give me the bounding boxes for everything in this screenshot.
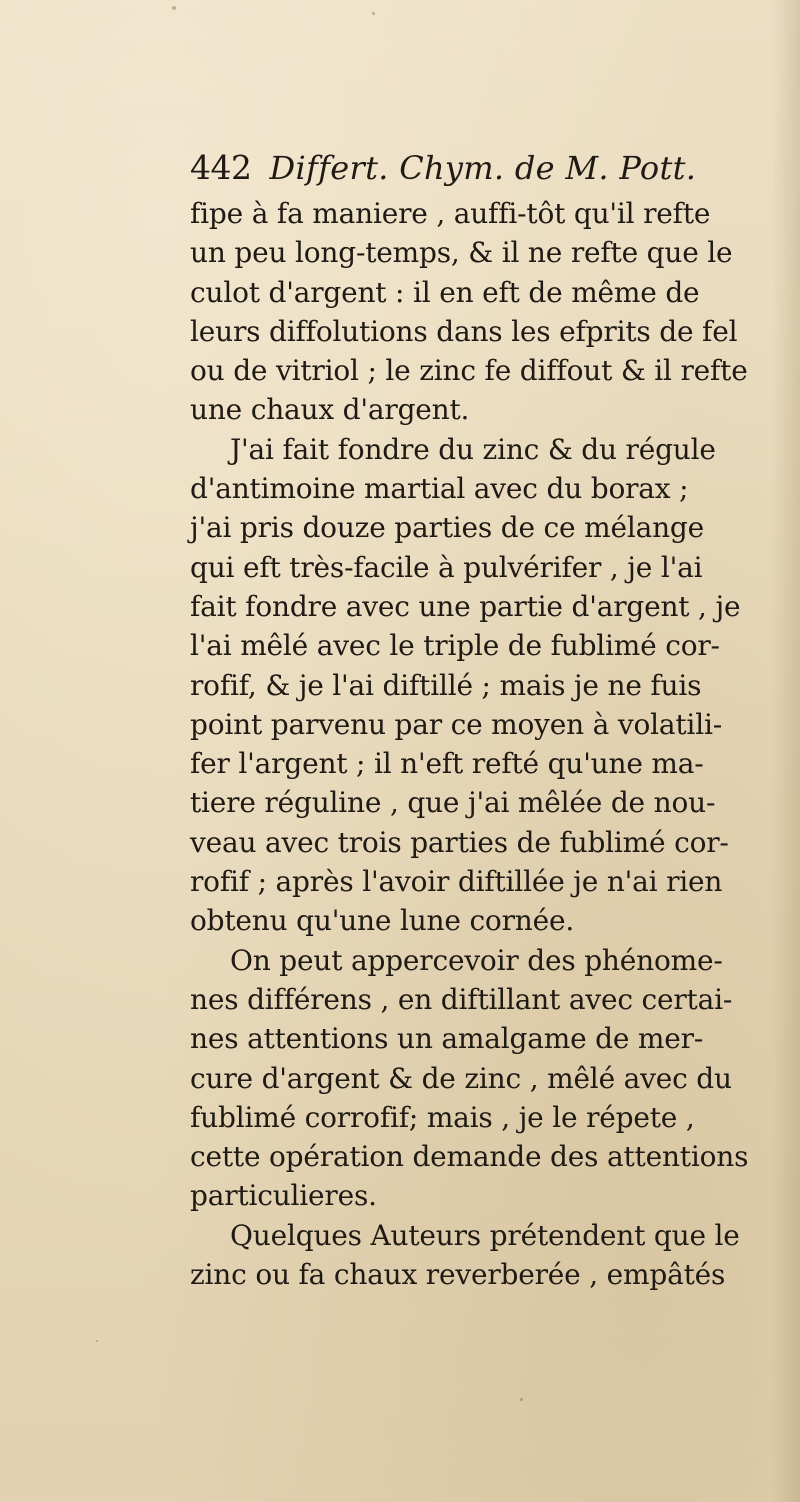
text-line: un peu long-temps, & il ne refte que le (190, 236, 733, 270)
text-line: obtenu qu'une lune cornée. (190, 904, 575, 938)
text-line: culot d'argent : il en eft de même de (190, 275, 700, 309)
text-line: nes attentions un amalgame de mer- (190, 1022, 704, 1056)
text-line: rofif ; après l'avoir diftillée je n'ai rien (190, 865, 723, 899)
text-line: On peut appercevoir des phénome- (230, 943, 723, 977)
text-line: fipe à fa maniere , auffi-tôt qu'il refte (190, 197, 711, 230)
paper-speck (372, 12, 375, 15)
page-number: 442 (190, 148, 252, 187)
text-line: nes différens , en diftillant avec certai- (190, 982, 733, 1016)
text-line: tiere réguline , que j'ai mêlée de nou- (190, 786, 716, 820)
text-line: leurs diffolutions dans les efprits de fel (190, 314, 738, 348)
text-line: fer l'argent ; il n'eft refté qu'une ma- (190, 747, 704, 781)
text-line: point parvenu par ce moyen à volatili- (190, 707, 722, 741)
text-line: ou de vitriol ; le zinc fe diffout & il refte (190, 354, 748, 388)
running-header (190, 148, 750, 194)
text-line: d'antimoine martial avec du borax ; (190, 472, 689, 506)
text-line: une chaux d'argent. (190, 393, 470, 427)
text-line: Quelques Auteurs prétendent que le (230, 1218, 740, 1252)
paper-speck (172, 6, 176, 10)
text-line: qui eft très-facile à pulvérifer , je l'ai (190, 550, 703, 584)
paper-speck (520, 1398, 523, 1401)
text-line: l'ai mêlé avec le triple de fublimé cor- (190, 629, 720, 663)
text-line: cure d'argent & de zinc , mêlé avec du (190, 1061, 732, 1095)
text-line: cette opération demande des attentions (190, 1140, 749, 1174)
text-line: veau avec trois parties de fublimé cor- (190, 825, 729, 859)
text-line: j'ai pris douze parties de ce mélange (190, 511, 704, 545)
running-title: Differt. Chym. de M. Pott. (269, 149, 697, 187)
text-line: rofif, & je l'ai diftillé ; mais je ne fuis (190, 668, 702, 702)
text-line: fublimé corrofif; mais , je le répete , (190, 1100, 695, 1134)
body-text (190, 194, 762, 1294)
text-line: J'ai fait fondre du zinc & du régule (230, 432, 716, 466)
text-line: zinc ou fa chaux reverberée , empâtés (190, 1258, 726, 1292)
text-line: fait fondre avec une partie d'argent , je (190, 589, 741, 623)
paper-speck (96, 1340, 98, 1342)
text-line: particulieres. (190, 1179, 377, 1213)
